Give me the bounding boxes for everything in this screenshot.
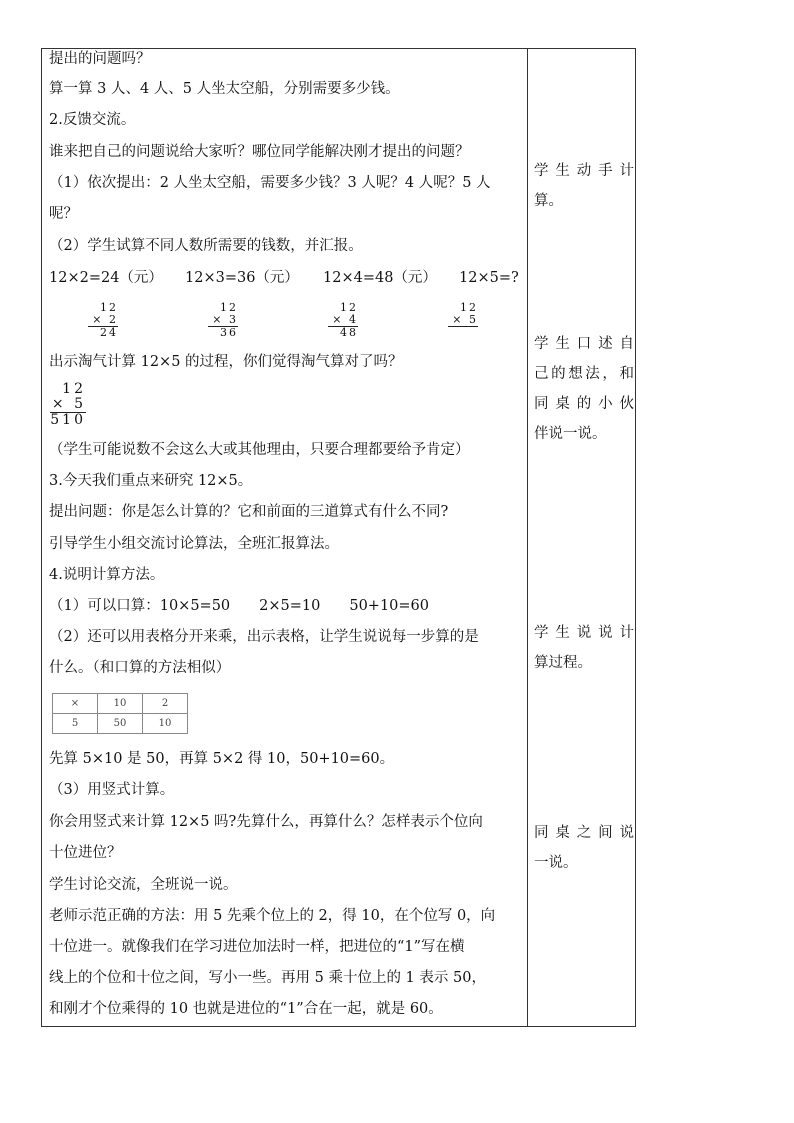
vc-res: 36 xyxy=(220,326,238,339)
vc-top: 12 xyxy=(62,381,86,397)
vc-res: 48 xyxy=(340,326,358,339)
side-note-line: 一说。 xyxy=(534,855,578,871)
vc-res: 24 xyxy=(100,326,118,339)
text-line: （2）还可以用表格分开来乘，出示表格，让学生说说每一步算的是 xyxy=(49,629,479,645)
side-note-line: 算过程。 xyxy=(534,655,592,671)
vertical-calc xyxy=(328,302,358,339)
text-line: 算一算 3 人、4 人、5 人坐太空船，分别需要多少钱。 xyxy=(49,81,400,97)
table-cell: × xyxy=(53,694,98,714)
lesson-table xyxy=(41,48,636,1027)
side-note xyxy=(534,156,634,216)
vc-top: 12 xyxy=(220,301,238,314)
vc-mul: × 5 xyxy=(51,396,86,412)
text-line: 你会用竖式来计算 12×5 吗?先算什么，再算什么？怎样表示个位向 xyxy=(49,814,483,830)
text-line: 出示淘气计算 12×5 的过程，你们觉得淘气算对了吗？ xyxy=(49,354,403,370)
vc-mul: × 3 xyxy=(208,314,238,327)
equation: 12×2=24（元） xyxy=(49,270,163,286)
side-note xyxy=(534,329,634,449)
text-line: 和刚才个位乘得的 10 也就是进位的“1”合在一起，就是 60。 xyxy=(49,1001,443,1017)
side-note-line: 同桌的小伙 xyxy=(534,396,634,412)
text-line: 提出问题：你是怎么计算的？它和前面的三道算式有什么不同? xyxy=(49,504,449,520)
equation: 12×4=48（元） xyxy=(323,270,437,286)
table-cell: 50 xyxy=(98,714,143,734)
text-line: （3）用竖式计算。 xyxy=(49,782,175,798)
text-line: （1）依次提出：2 人坐太空船，需要多少钱？3 人呢？4 人呢？5 人 xyxy=(49,175,491,191)
text-line: 十位进位？ xyxy=(49,845,122,861)
vc-mul: × 4 xyxy=(328,314,358,327)
text-line: 引导学生小组交流讨论算法，全班汇报算法。 xyxy=(49,536,339,552)
table-cell: 10 xyxy=(143,714,188,734)
side-note-line: 伴说一说。 xyxy=(534,426,607,442)
text-line: 学生讨论交流，全班说一说。 xyxy=(49,877,238,893)
vc-top: 12 xyxy=(340,301,358,314)
equation: 12×3=36（元） xyxy=(185,270,299,286)
vc-mul: × 5 xyxy=(448,314,478,327)
text-line: 2.反馈交流。 xyxy=(49,112,136,128)
vertical-calc xyxy=(88,302,118,339)
text-line: 什么。（和口算的方法相似） xyxy=(49,660,231,676)
text-line: 提出的问题吗？ xyxy=(49,51,151,67)
side-note-line: 学生说说计 xyxy=(534,625,634,641)
side-note-line: 学生动手计 xyxy=(534,163,634,179)
text-line: （1）可以口算：10×5=50 2×5=10 50+10=60 xyxy=(49,598,430,614)
table-row xyxy=(53,694,188,714)
side-note-line: 同桌之间说 xyxy=(534,825,634,841)
multiplication-table xyxy=(52,693,188,734)
text-line: 4.说明计算方法。 xyxy=(49,567,165,583)
vc-top: 12 xyxy=(460,301,478,314)
side-note-line: 己的想法，和 xyxy=(534,366,634,382)
table-cell: 2 xyxy=(143,694,188,714)
text-line: 十位进一。就像我们在学习进位加法时一样，把进位的“1”写在横 xyxy=(49,939,465,955)
column-divider xyxy=(527,49,528,1026)
side-note-line: 学生口述自 xyxy=(534,336,634,352)
table-cell: 5 xyxy=(53,714,98,734)
vertical-calc xyxy=(448,302,478,327)
text-line: 3.今天我们重点来研究 12×5。 xyxy=(49,473,253,489)
text-line: 线上的个位和十位之间，写小一些。再用 5 乘十位上的 1 表示 50， xyxy=(49,970,486,986)
text-line: 老师示范正确的方法：用 5 先乘个位上的 2，得 10，在个位写 0，向 xyxy=(49,908,496,924)
table-cell: 10 xyxy=(98,694,143,714)
text-line: 呢？ xyxy=(49,206,78,222)
text-line: 先算 5×10 是 50，再算 5×2 得 10，50+10=60。 xyxy=(49,751,395,767)
vertical-calc xyxy=(208,302,238,339)
vc-mul: × 2 xyxy=(88,314,118,327)
table-row xyxy=(53,714,188,734)
text-line: （2）学生试算不同人数所需要的钱数，并汇报。 xyxy=(49,238,363,254)
side-note xyxy=(534,618,634,678)
taoqi-vertical-calc xyxy=(50,382,86,428)
vc-top: 12 xyxy=(100,301,118,314)
text-line: （学生可能说数不会这么大或其他理由，只要合理都要给予肯定） xyxy=(49,442,470,458)
side-note-line: 算。 xyxy=(534,193,563,209)
text-line: 谁来把自己的问题说给大家听？哪位同学能解决刚才提出的问题？ xyxy=(49,144,470,160)
side-note xyxy=(534,818,634,878)
vc-res: 510 xyxy=(50,412,86,428)
equation: 12×5=? xyxy=(459,270,519,286)
